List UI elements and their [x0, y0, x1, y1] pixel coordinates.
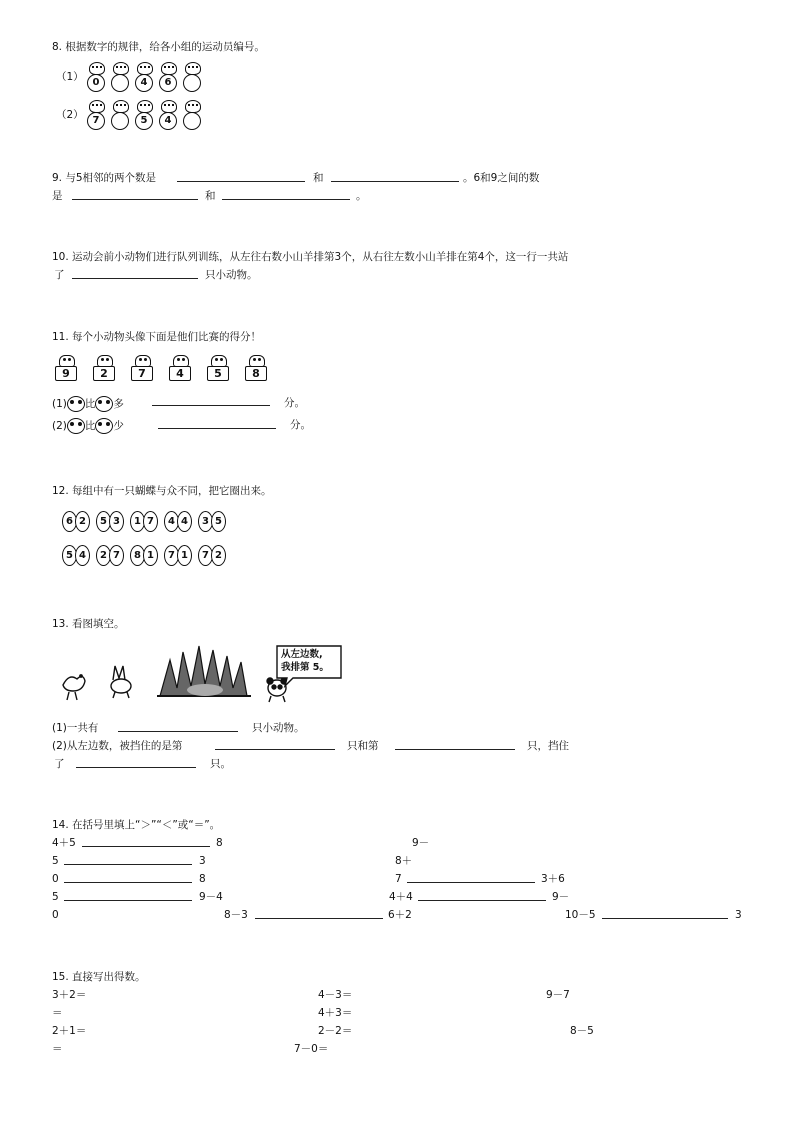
- q14-c7-blank[interactable]: [64, 888, 192, 901]
- q12-row2: [62, 544, 228, 566]
- q14-c8-left: 4＋4: [389, 891, 413, 903]
- score-badge: 5: [207, 355, 229, 381]
- q13-blank-4[interactable]: [76, 755, 196, 768]
- q11-sub1: (1) 比 多: [52, 398, 124, 410]
- q13-blank-1[interactable]: [118, 719, 238, 732]
- q15-e7[interactable]: 2－2＝: [318, 1025, 353, 1037]
- q11-sub1-unit: 分。: [284, 397, 305, 409]
- runner-2[interactable]: [110, 100, 130, 130]
- score-badge: 7: [131, 355, 153, 381]
- q11-score-badges: [55, 355, 267, 381]
- q14-c7-left: 5: [52, 891, 59, 903]
- runner-5[interactable]: [182, 100, 202, 130]
- q11-blank-2[interactable]: [158, 416, 276, 429]
- q9-line1-prefix: 9. 与5相邻的两个数是: [52, 172, 157, 184]
- score-badge: 9: [55, 355, 77, 381]
- q11-sub2: (2) 比 少: [52, 420, 124, 432]
- q14-c11-left: 10－5: [565, 909, 596, 921]
- rabbit-icon: [111, 666, 131, 698]
- q14-c1-right: 8: [216, 837, 223, 849]
- q9-line2-and: 和: [205, 190, 216, 202]
- runner-5[interactable]: [182, 62, 202, 92]
- q14-c4-left: 8＋: [395, 855, 413, 867]
- score-badge: 4: [169, 355, 191, 381]
- q14-c10-right: 6＋2: [388, 909, 412, 921]
- q10-line2-suffix: 只小动物。: [205, 269, 258, 281]
- q8-row2-label: （2）: [56, 109, 84, 121]
- butterfly[interactable]: 7 2: [198, 544, 226, 566]
- q10-line2-prefix: 了: [54, 269, 65, 281]
- runner-3: 4: [134, 62, 154, 92]
- q9-blank-3[interactable]: [72, 187, 198, 200]
- q14-c6-blank[interactable]: [407, 870, 535, 883]
- q13-blank-3[interactable]: [395, 737, 515, 750]
- q14-c6-right: 3＋6: [541, 873, 565, 885]
- q14-c8-blank[interactable]: [418, 888, 546, 901]
- q15-title: 15. 直接写出得数。: [52, 971, 146, 983]
- butterfly[interactable]: 3 5: [198, 510, 226, 532]
- q14-c11-blank[interactable]: [602, 906, 728, 919]
- q15-e3[interactable]: 9－7: [546, 989, 570, 1001]
- runner-4: 4: [158, 100, 178, 130]
- panda-icon: [67, 396, 85, 412]
- q13-speech-line1: 从左边数,: [281, 649, 323, 660]
- butterfly[interactable]: 4 4: [164, 510, 192, 532]
- q14-c1-left: 4＋5: [52, 837, 76, 849]
- score-badge: 8: [245, 355, 267, 381]
- q15-e8[interactable]: 8－5: [570, 1025, 594, 1037]
- q14-c5-blank[interactable]: [64, 870, 192, 883]
- butterfly[interactable]: 5 3: [96, 510, 124, 532]
- q8-row1-label: （1）: [56, 71, 84, 83]
- q8-title: 8. 根据数字的规律，给各小组的运动员编号。: [52, 41, 265, 53]
- q9-line2-prefix: 是: [52, 190, 63, 202]
- score-badge: 2: [93, 355, 115, 381]
- q14-c6-left: 7: [395, 873, 402, 885]
- q13-sub2-line2-suffix: 只。: [210, 758, 231, 770]
- q9-blank-1[interactable]: [177, 169, 305, 182]
- q14-c5-left: 0: [52, 873, 59, 885]
- q9-line2-end: 。: [356, 190, 367, 202]
- q11-sub2-unit: 分。: [290, 419, 311, 431]
- q11-blank-1[interactable]: [152, 393, 270, 406]
- butterfly[interactable]: 7 1: [164, 544, 192, 566]
- butterfly[interactable]: 1 7: [130, 510, 158, 532]
- q13-sub2-mid: 只和第: [347, 740, 379, 752]
- q14-c3-blank[interactable]: [64, 852, 192, 865]
- q14-c8-right: 9－: [552, 891, 570, 903]
- butterfly[interactable]: 5 4: [62, 544, 90, 566]
- q14-c3-left: 5: [52, 855, 59, 867]
- q15-e6[interactable]: 2＋1＝: [52, 1025, 87, 1037]
- runner-1: 7: [86, 100, 106, 130]
- q13-speech-line2: 我排第 5。: [281, 662, 329, 673]
- runner-1: 0: [86, 62, 106, 92]
- q14-c2-left: 9－: [412, 837, 430, 849]
- runner-3: 5: [134, 100, 154, 130]
- q14-c9-left: 0: [52, 909, 59, 921]
- q13-sub2-prefix: (2)从左边数，被挡住的是第: [52, 740, 183, 752]
- q14-title: 14. 在括号里填上“＞”“＜”或“＝”。: [52, 819, 221, 831]
- runner-2[interactable]: [110, 62, 130, 92]
- runner-4: 6: [158, 62, 178, 92]
- q10-line1: 10. 运动会前小动物们进行队列训练，从左往右数小山羊排第3个，从右往左数小山羊排在第4个，这一行一共站: [52, 251, 569, 263]
- rabbit-icon: [95, 396, 113, 412]
- q15-e10[interactable]: 7－0＝: [294, 1043, 329, 1055]
- q14-c3-right: 3: [199, 855, 206, 867]
- q13-blank-2[interactable]: [215, 737, 335, 750]
- q9-blank-4[interactable]: [222, 187, 350, 200]
- q14-c7-right: 9－4: [199, 891, 223, 903]
- q14-c11-right: 3: [735, 909, 742, 921]
- q11-title: 11. 每个小动物头像下面是他们比赛的得分！: [52, 331, 262, 343]
- q15-e9[interactable]: ＝: [52, 1043, 63, 1055]
- q8-row2-runners: [86, 100, 202, 130]
- q9-line1-and: 和: [313, 172, 324, 184]
- q15-e4[interactable]: ＝: [52, 1007, 63, 1019]
- panda-icon: [267, 678, 287, 702]
- q13-sub2-line2-prefix: 了: [54, 758, 65, 770]
- q13-sub1-suffix: 只小动物。: [252, 722, 305, 734]
- rooster-icon: [63, 675, 85, 700]
- cat-icon: [95, 418, 113, 434]
- q14-c5-right: 8: [199, 873, 206, 885]
- q9-blank-2[interactable]: [331, 169, 459, 182]
- panda-icon: [67, 418, 85, 434]
- q15-e2[interactable]: 4－3＝: [318, 989, 353, 1001]
- q10-blank[interactable]: [72, 266, 198, 279]
- q9-line1-suffix: 。6和9之间的数: [463, 172, 540, 184]
- butterfly[interactable]: 6 2: [62, 510, 90, 532]
- butterfly[interactable]: 8 1: [130, 544, 158, 566]
- q15-e1[interactable]: 3＋2＝: [52, 989, 87, 1001]
- q15-e5[interactable]: 4＋3＝: [318, 1007, 353, 1019]
- q14-c10-left: 8－3: [224, 909, 248, 921]
- q14-c1-blank[interactable]: [82, 834, 210, 847]
- butterfly[interactable]: 2 7: [96, 544, 124, 566]
- grass-icon: [157, 646, 251, 696]
- q14-c10-blank[interactable]: [255, 906, 383, 919]
- q13-title: 13. 看图填空。: [52, 618, 125, 630]
- q8-row1-runners: [86, 62, 202, 92]
- q13-sub2-suffix: 只，挡住: [527, 740, 569, 752]
- q12-row1: [62, 510, 228, 532]
- q13-sub1-prefix: (1)一共有: [52, 722, 99, 734]
- q12-title: 12. 每组中有一只蝴蝶与众不同，把它圈出来。: [52, 485, 272, 497]
